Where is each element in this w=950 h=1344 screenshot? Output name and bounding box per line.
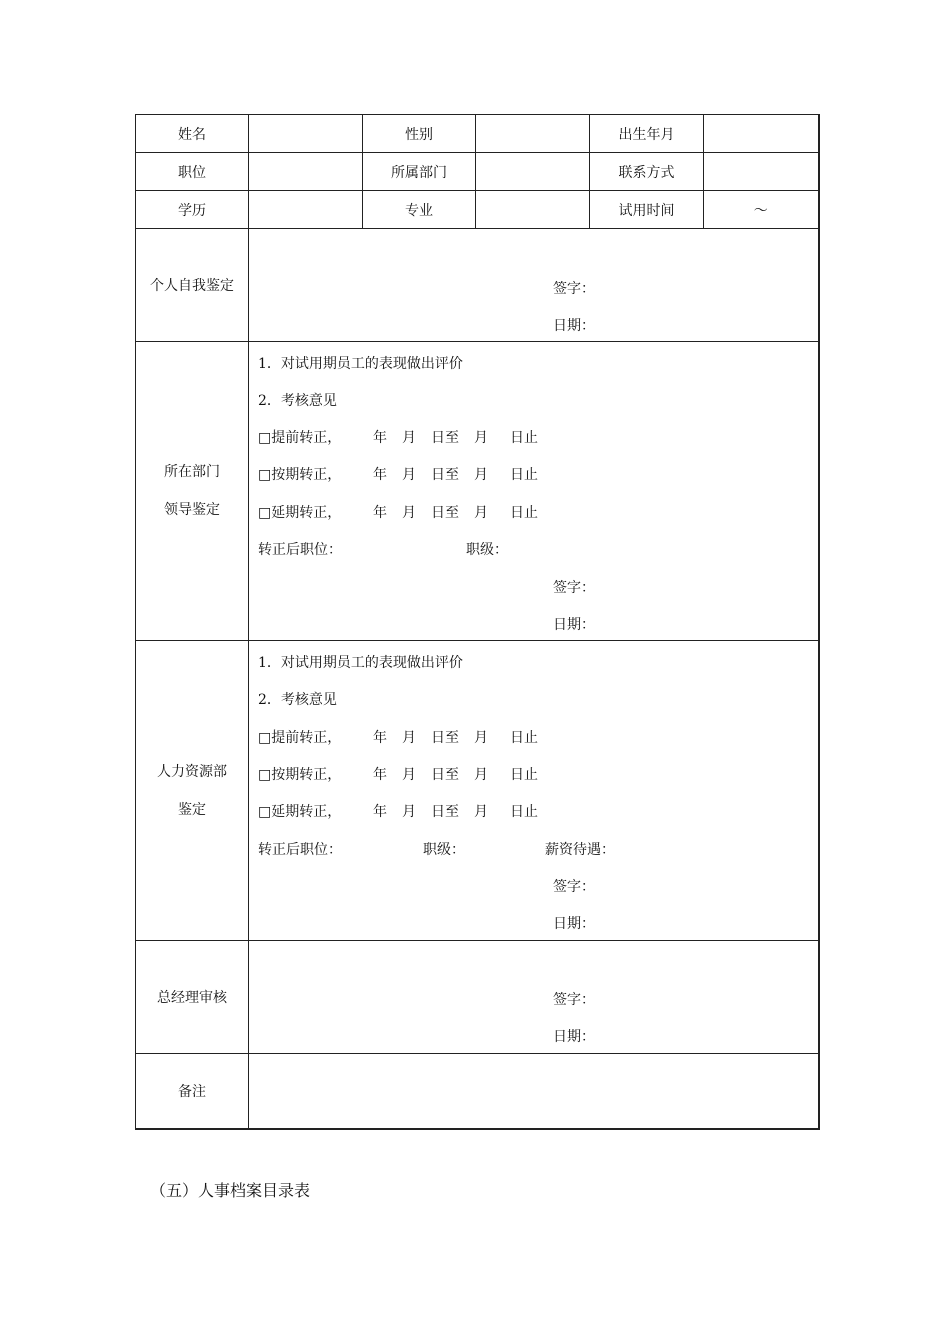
education-label: 学历: [136, 191, 249, 229]
dept-delayed-month2: 月: [474, 505, 488, 521]
dept-delayed-day-to: 日至: [431, 505, 459, 521]
dept-ontime-text: 按期转正，: [271, 467, 342, 483]
hr-grade-label: 职级：: [423, 842, 465, 858]
major-label: 专业: [363, 191, 476, 229]
remarks-cell[interactable]: [249, 1054, 819, 1130]
dept-evaluation-cell: [249, 342, 819, 641]
hr-delayed-checkbox[interactable]: □: [258, 804, 272, 820]
dept-delayed-day-end: 日止: [510, 505, 538, 521]
header-row-2: [136, 153, 819, 191]
hr-ontime-day-to: 日至: [431, 767, 459, 783]
hr-evaluation-label-line2: 鉴定: [178, 801, 206, 818]
hr-item-1: 1．对试用期员工的表现做出评价: [258, 655, 463, 671]
birth-date-field[interactable]: [704, 115, 819, 153]
dept-date-label: 日期：: [553, 617, 595, 633]
remarks-label: 备注: [136, 1054, 249, 1130]
dept-evaluation-label-line2: 领导鉴定: [164, 502, 220, 518]
department-field[interactable]: [476, 153, 590, 191]
dept-evaluation-label-cell: [136, 342, 249, 641]
dept-early-text: 提前转正，: [271, 430, 342, 446]
dept-option-early: [258, 430, 341, 446]
dept-early-checkbox[interactable]: □: [258, 430, 272, 446]
dept-early-month2: 月: [474, 430, 488, 446]
hr-early-text: 提前转正，: [271, 730, 342, 746]
hr-ontime-month2: 月: [474, 767, 488, 783]
hr-delayed-text: 延期转正，: [271, 804, 342, 820]
dept-ontime-day-end: 日止: [510, 467, 538, 483]
hr-date-label: 日期：: [553, 916, 595, 932]
dept-evaluation-row: [136, 342, 819, 641]
dept-item-1: 1．对试用期员工的表现做出评价: [258, 356, 463, 372]
dept-delayed-year: 年: [373, 505, 387, 521]
dept-ontime-year: 年: [373, 467, 387, 483]
hr-item-2: 2．考核意见: [258, 692, 337, 708]
remarks-row: [136, 1054, 819, 1130]
hr-option-delayed: [258, 804, 341, 820]
dept-early-year: 年: [373, 430, 387, 446]
contact-field[interactable]: [704, 153, 819, 191]
dept-ontime-month: 月: [402, 467, 416, 483]
dept-delayed-month: 月: [402, 505, 416, 521]
major-field[interactable]: [476, 191, 590, 229]
hr-delayed-day-end: 日止: [510, 804, 538, 820]
hr-early-checkbox[interactable]: □: [258, 730, 272, 746]
dept-item-2: 2．考核意见: [258, 393, 337, 409]
hr-delayed-month: 月: [402, 804, 416, 820]
dept-delayed-checkbox[interactable]: □: [258, 505, 272, 521]
self-evaluation-label: 个人自我鉴定: [136, 229, 249, 342]
self-evaluation-row: [136, 229, 819, 342]
gender-field[interactable]: [476, 115, 590, 153]
hr-evaluation-label-line1: 人力资源部: [157, 763, 227, 780]
hr-early-month: 月: [402, 730, 416, 746]
hr-ontime-checkbox[interactable]: □: [258, 767, 272, 783]
dept-option-ontime: [258, 467, 341, 483]
gm-review-row: [136, 941, 819, 1054]
dept-early-day-end: 日止: [510, 430, 538, 446]
gm-review-cell[interactable]: [249, 941, 819, 1054]
hr-ontime-year: 年: [373, 767, 387, 783]
probation-period-label: 试用时间: [590, 191, 704, 229]
department-label: 所属部门: [363, 153, 476, 191]
hr-post-label: 转正后职位：: [258, 842, 342, 858]
hr-salary-label: 薪资待遇：: [545, 842, 615, 858]
dept-early-month: 月: [402, 430, 416, 446]
hr-ontime-text: 按期转正，: [271, 767, 342, 783]
dept-ontime-day-to: 日至: [431, 467, 459, 483]
name-field[interactable]: [249, 115, 363, 153]
probation-period-field[interactable]: ～: [704, 191, 819, 229]
dept-option-delayed: [258, 505, 341, 521]
hr-ontime-day-end: 日止: [510, 767, 538, 783]
birth-date-label: 出生年月: [590, 115, 704, 153]
name-label: 姓名: [136, 115, 249, 153]
hr-option-early: [258, 730, 341, 746]
gm-sign-label: 签字：: [553, 992, 595, 1008]
dept-evaluation-label-line1: 所在部门: [164, 464, 220, 480]
position-field[interactable]: [249, 153, 363, 191]
dept-sign-label: 签字：: [553, 580, 595, 596]
gm-date-label: 日期：: [553, 1029, 595, 1045]
self-eval-date-label: 日期：: [553, 318, 595, 334]
contact-label: 联系方式: [590, 153, 704, 191]
self-eval-sign-label: 签字：: [553, 281, 595, 297]
hr-early-day-end: 日止: [510, 730, 538, 746]
gm-review-label: 总经理审核: [136, 941, 249, 1054]
hr-evaluation-label-cell: [136, 641, 249, 941]
hr-delayed-month2: 月: [474, 804, 488, 820]
section-heading: （五）人事档案目录表: [150, 1181, 311, 1200]
gender-label: 性别: [363, 115, 476, 153]
probation-evaluation-form: [135, 114, 820, 1130]
hr-early-month2: 月: [474, 730, 488, 746]
hr-delayed-year: 年: [373, 804, 387, 820]
dept-early-day-to: 日至: [431, 430, 459, 446]
hr-ontime-month: 月: [402, 767, 416, 783]
hr-early-year: 年: [373, 730, 387, 746]
dept-grade-label: 职级：: [466, 542, 508, 558]
header-row-3: [136, 191, 819, 229]
hr-option-ontime: [258, 767, 341, 783]
hr-evaluation-cell: [249, 641, 819, 941]
position-label: 职位: [136, 153, 249, 191]
hr-sign-label: 签字：: [553, 879, 595, 895]
dept-ontime-month2: 月: [474, 467, 488, 483]
hr-early-day-to: 日至: [431, 730, 459, 746]
education-field[interactable]: [249, 191, 363, 229]
header-row-1: [136, 115, 819, 153]
dept-delayed-text: 延期转正，: [271, 505, 342, 521]
dept-post-label: 转正后职位：: [258, 542, 342, 558]
hr-evaluation-row: [136, 641, 819, 941]
hr-delayed-day-to: 日至: [431, 804, 459, 820]
dept-ontime-checkbox[interactable]: □: [258, 467, 272, 483]
self-evaluation-cell[interactable]: [249, 229, 819, 342]
